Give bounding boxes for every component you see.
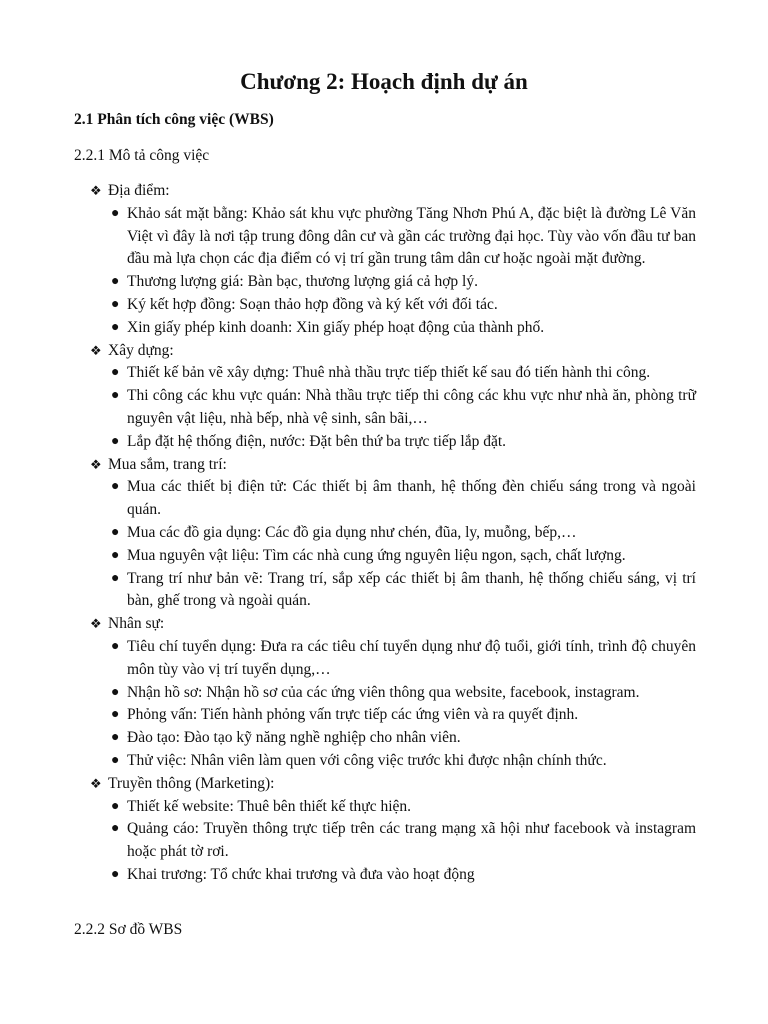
list-item-text: Trang trí như bản vẽ: Trang trí, sắp xếp các thiết bị âm thanh, hệ thống chiếu sáng, vị trí bàn, ghế trong và ngoài quán. — [127, 569, 696, 610]
bullet-dot-icon: ● — [111, 547, 120, 563]
list-item — [92, 476, 696, 522]
bullet-dot-icon: ● — [111, 296, 120, 312]
list-item-text: Xin giấy phép kinh doanh: Xin giấy phép hoạt động của thành phố. — [127, 318, 545, 336]
diamond-bullet-icon: ❖ — [90, 456, 102, 472]
subsection-heading-description: 2.2.1 Mô tả công việc — [74, 147, 210, 164]
list-item — [92, 431, 696, 454]
list-item — [92, 704, 696, 727]
subsection-heading-wbs-diagram: 2.2.2 Sơ đồ WBS — [74, 921, 183, 938]
category-label: Truyền thông (Marketing): — [108, 774, 275, 792]
bullet-dot-icon: ● — [111, 433, 120, 449]
bullet-dot-icon: ● — [111, 638, 120, 654]
bullet-dot-icon: ● — [111, 365, 120, 381]
bullet-dot-icon: ● — [111, 319, 120, 335]
category-heading — [92, 454, 696, 477]
list-item-text: Thử việc: Nhân viên làm quen với công việc trước khi được nhận chính thức. — [127, 751, 607, 769]
list-item-text: Đào tạo: Đào tạo kỹ năng nghề nghiệp cho nhân viên. — [127, 729, 461, 747]
bullet-dot-icon: ● — [111, 570, 120, 586]
list-item-text: Mua các đồ gia dụng: Các đồ gia dụng như chén, đũa, ly, muỗng, bếp,… — [127, 523, 577, 541]
bullet-dot-icon: ● — [111, 274, 120, 290]
bullet-dot-icon: ● — [111, 388, 120, 404]
list-item — [92, 636, 696, 682]
list-item — [92, 294, 696, 317]
category-heading — [92, 180, 696, 203]
bullet-dot-icon: ● — [111, 684, 120, 700]
list-item-text: Thiết kế website: Thuê bên thiết kế thực hiện. — [127, 797, 412, 815]
list-item — [92, 203, 696, 271]
list-item — [92, 545, 696, 568]
bullet-dot-icon: ● — [111, 798, 120, 814]
category-heading — [92, 773, 696, 796]
list-item-text: Mua nguyên vật liệu: Tìm các nhà cung ứng nguyên liệu ngon, sạch, chất lượng. — [127, 546, 626, 564]
list-item — [92, 796, 696, 819]
list-item — [92, 750, 696, 773]
diamond-bullet-icon: ❖ — [90, 616, 102, 632]
bullet-list — [92, 362, 696, 453]
list-item-text: Thi công các khu vực quán: Nhà thầu trực tiếp thi công các khu vực như nhà ăn, phòng trữ nguyên vật liệu, nhà bếp, nhà vệ sinh, sân bãi,… — [127, 387, 696, 427]
list-item-text: Ký kết hợp đồng: Soạn thảo hợp đồng và ký kết với đối tác. — [127, 295, 498, 313]
bullet-dot-icon: ● — [111, 866, 120, 882]
category-heading — [92, 340, 696, 363]
list-item — [92, 522, 696, 545]
bullet-list — [92, 796, 696, 887]
chapter-title: Chương 2: Hoạch định dự án — [240, 69, 528, 94]
list-item-text: Nhận hồ sơ: Nhận hồ sơ của các ứng viên thông qua website, facebook, instagram. — [127, 683, 640, 701]
list-item-text: Khai trương: Tổ chức khai trương và đưa vào hoạt động — [127, 865, 475, 883]
bullet-dot-icon: ● — [111, 752, 120, 768]
category-label: Địa điểm: — [108, 182, 170, 199]
list-item — [92, 727, 696, 750]
list-item-text: Phỏng vấn: Tiến hành phỏng vấn trực tiếp các ứng viên và ra quyết định. — [127, 706, 579, 724]
bullet-dot-icon: ● — [111, 479, 120, 495]
diamond-bullet-icon: ❖ — [90, 775, 102, 791]
category-label: Mua sắm, trang trí: — [108, 455, 227, 473]
bullet-dot-icon: ● — [111, 205, 120, 221]
list-item-text: Mua các thiết bị điện tử: Các thiết bị âm thanh, hệ thống đèn chiếu sáng trong và ngoài quán. — [127, 478, 696, 519]
category-label: Nhân sự: — [108, 615, 165, 633]
bullet-dot-icon: ● — [111, 707, 120, 723]
list-item — [92, 818, 696, 864]
list-item-text: Khảo sát mặt bằng: Khảo sát khu vực phường Tăng Nhơn Phú A, đặc biệt là đường Lê Văn Việt vì đây là nơi tập trung đông dân cư và gần các trường đại học. Tùy vào vốn đầu tư ban đầu mà lựa chọn các địa điểm có vị trí gần trung tâm dân cư hoặc ngoài mặt đường. — [127, 204, 696, 268]
list-item — [92, 568, 696, 614]
category-label: Xây dựng: — [108, 341, 174, 359]
bullet-list — [92, 476, 696, 613]
section-heading: 2.1 Phân tích công việc (WBS) — [74, 111, 274, 128]
list-item-text: Thương lượng giá: Bàn bạc, thương lượng giá cả hợp lý. — [127, 273, 478, 291]
list-item — [92, 271, 696, 294]
list-item-text: Lắp đặt hệ thống điện, nước: Đặt bên thứ ba trực tiếp lắp đặt. — [127, 432, 507, 450]
task-description-list — [92, 180, 696, 887]
bullet-dot-icon: ● — [111, 821, 120, 837]
list-item — [92, 682, 696, 705]
bullet-list — [92, 203, 696, 340]
list-item — [92, 385, 696, 431]
bullet-list — [92, 636, 696, 773]
bullet-dot-icon: ● — [111, 524, 120, 540]
list-item — [92, 317, 696, 340]
diamond-bullet-icon: ❖ — [90, 342, 102, 358]
list-item — [92, 362, 696, 385]
category-heading — [92, 613, 696, 636]
list-item-text: Thiết kế bản vẽ xây dựng: Thuê nhà thầu trực tiếp thiết kế sau đó tiến hành thi công. — [127, 364, 651, 382]
list-item — [92, 864, 696, 887]
list-item-text: Quảng cáo: Truyền thông trực tiếp trên các trang mạng xã hội như facebook và instagram hoặc phát tờ rơi. — [127, 820, 696, 861]
diamond-bullet-icon: ❖ — [90, 183, 102, 198]
list-item-text: Tiêu chí tuyển dụng: Đưa ra các tiêu chí tuyển dụng như độ tuổi, giới tính, trình độ chuyên môn tùy vào vị trí tuyển dụng,… — [127, 637, 696, 678]
bullet-dot-icon: ● — [111, 730, 120, 746]
